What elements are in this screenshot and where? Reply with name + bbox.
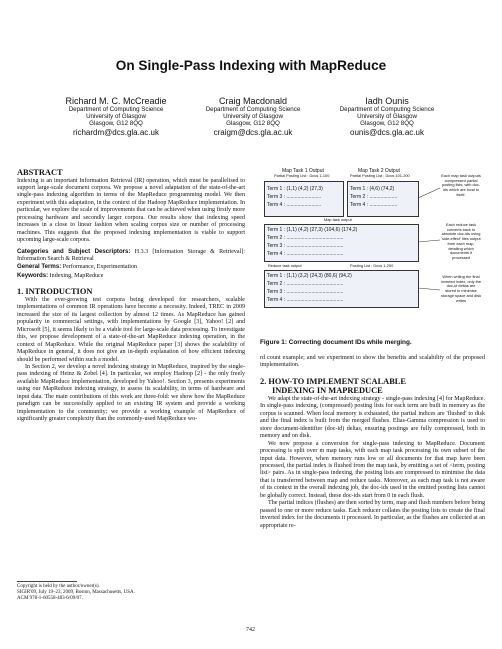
intro-paragraph: In Section 2, we develop a novel indexing strategy in MapReduce, inspired by the single-pass indexing of Heinz & Zobel [4]. In particular, we employ Hadoop [2] - the only freely available MapReduce implementation, developed by Yahoo!. Section 3, presents experiments using our MapReduce indexing strategy, to assess its scalability, in terms of hardware and input data. The main contributions of this work are three-fold: we show how the MapReduce paradigm can be successfully applied to an existing IR system and provide a working implementation to the community; we provide a working example of MapReduce of significantly greater complexity than the commonly-used MapReduce wo- xyxy=(17,363,245,423)
general-terms-line xyxy=(17,263,245,271)
keywords-text: Indexing, MapReduce xyxy=(48,272,104,279)
author-block xyxy=(317,96,457,137)
body-paragraph: We now propose a conversion for single-pass indexing to MapReduce. Document processing is split over m map tasks, with each map task processing its own subset of the input data. However, when memory runs low or all documents for that map have been processed, the partial index is flushed from the map task, by emitting a set of <term, posting list> pairs. As in single-pass indexing, the posting lists are compressed to minimise the data that is transferred between map and reduce tasks. Moreover, as each map task is not aware of its context in the overall indexing job, the doc-ids used in the emitted posting lists cannot be globally correct. Instead, these doc-ids start from 0 in each flush. xyxy=(260,440,485,499)
map-task-2-subtitle: Partial Posting List : Docs 101-200 xyxy=(350,173,410,178)
author-dept: Department of Computing Science xyxy=(339,106,435,113)
posting-line: Term 1 : (1,1) (4,2) (27,3) xyxy=(267,186,323,192)
paper-title: On Single-Pass Indexing with MapReduce xyxy=(115,58,387,73)
figure-connectors xyxy=(260,168,485,338)
posting-line: Term 4 : ......................... xyxy=(267,202,322,208)
right-column xyxy=(260,355,485,530)
left-column xyxy=(17,168,245,424)
figure-1 xyxy=(260,168,485,338)
section-2-heading: 2. HOW-TO IMPLEMENT SCALABLE xyxy=(260,376,406,386)
intro-heading: 1. INTRODUCTION xyxy=(17,287,93,297)
copyright-line: Copyright is held by the author/owner(s). xyxy=(17,584,100,589)
posting-line: Term 3 : ......................... xyxy=(267,194,322,200)
body-paragraph: The partial indices (flushes) are then sorted by term, map and flush numbers before being passed to one or more reduce tasks. Each reducer collates the posting lists to create the final inverted index for the documents it processed. In particular, as the flushes are collected at an appropriate re- xyxy=(260,500,485,529)
copyright-notice xyxy=(17,584,135,602)
map-task-1-title: Map Task 1 Output xyxy=(282,168,324,174)
footnote-rule xyxy=(17,581,77,582)
map-task-2-title: Map Task 2 Output xyxy=(358,168,400,174)
posting-line: Term 2 : ......................................... xyxy=(267,281,344,287)
author-univ: University of Glasgow xyxy=(223,113,283,121)
figure-caption: Figure 1: Correcting document IDs while merging. xyxy=(260,339,412,346)
abstract-text: Indexing is an important Information Retrieval (IR) operation, which must be parallelised to support large-scale document corpora. We propose a novel adaptation of the state-of-the-art single-pass indexing algorithm in terms of the MapReduce programming model. We then experiment with this adaptation, in the context of the Hadoop MapReduce implementation. In particular, we explore the scale of improvements that can be achieved when using firstly more processing hardware and secondly larger corpora. Our results show that indexing speed increases in a close to linear fashion when scaling corpus size or number of processing machines. This suggests that the proposed indexing implementation is viable to support upcoming large-scale corpora. xyxy=(17,177,245,244)
author-name: Craig Macdonald xyxy=(218,96,288,106)
author-email: ounis@dcs.gla.ac.uk xyxy=(350,127,424,137)
intro-paragraph: With the ever-growing test corpora being developed for researchers, scalable implementations of common IR operations have become a necessity. Indeed, TREC in 2009 increased the size of its largest collection by almost 12 times. As MapReduce has gained popularity in commercial settings, with implementations by Google [3], Yahoo! [2] and Microsoft [5], it seems likely to be a viable tool for large-scale data processing. To investigate this, we propose development of a state-of-the-art MapReduce indexing operation, in the context of MapReduce. While the original MapReduce paper [3] shows the scalability of MapReduce in general, it does not give an in-depth explanation of how efficient indexing should be performed within such a model. xyxy=(17,296,245,363)
body-paragraph: We adapt the state-of-the-art indexing strategy - single-pass indexing [4] for MapReduce. In single-pass indexing, (compressed) posting lists for each term are built in memory as the corpus is scanned. When local memory is exhausted, the partial indices are 'flushed' to disk and the final index is built from the merged flushes. Elias-Gamma compression is used to store document-identifier (doc-id) deltas, ensuring postings are fully compressed, both in memory and on disk. xyxy=(260,395,485,440)
copyright-line: ACM 978-1-60558-483-6/09/07. xyxy=(17,596,83,601)
categories-line xyxy=(17,248,245,264)
posting-line: Term 3 : ......................................... xyxy=(267,289,344,295)
author-dept: Department of Computing Science xyxy=(205,106,301,113)
author-univ: University of Glasgow xyxy=(357,113,417,121)
posting-line: Term 2 : .................... xyxy=(350,194,398,200)
posting-line: Term 1 : (1,1) (4,2) (27,3) (104,6) (174,2) xyxy=(267,227,358,233)
author-univ: University of Glasgow xyxy=(86,113,146,121)
abstract-heading: ABSTRACT xyxy=(17,168,63,177)
author-city: Glasgow, G12 8QQ xyxy=(360,120,414,128)
categories-label: Categories and Subject Descriptors: xyxy=(17,247,131,255)
posting-line: Term 4 : ......................................... xyxy=(267,251,344,257)
figure-note: Each map task outputs compressed partial posting lists, with doc-ids which are local to itself. xyxy=(441,173,481,197)
author-email: craigm@dcs.gla.ac.uk xyxy=(213,127,293,137)
posting-line: Term 2 : ......................................... xyxy=(267,235,344,241)
reduce-output-label: Reduce task output xyxy=(268,263,302,268)
figure-note: Each reduce task converts back to absolute doc-ids using 'side-effect' files output from each map, detailing which documents it processed xyxy=(441,222,481,260)
copyright-line: SIGIR'09, July 19–23, 2009, Boston, Massachusetts, USA. xyxy=(17,590,135,595)
author-name: Richard M. C. McCreadie xyxy=(65,96,167,106)
posting-line: Term 4 : .................... xyxy=(350,202,398,208)
posting-line: Term 3 : ......................................... xyxy=(267,243,344,249)
posting-line: Term 1 : (4,6) (74,2) xyxy=(350,186,395,192)
keywords-label: Keywords: xyxy=(17,271,49,279)
general-terms-text: Performance, Experimentation xyxy=(61,264,137,271)
author-dept: Department of Computing Science xyxy=(68,106,164,113)
figure-note: When writing the final inverted index, only the doc-id deltas are stored to minimise storage space and disk writes xyxy=(441,274,482,303)
author-city: Glasgow, G12 8QQ xyxy=(89,120,143,128)
general-terms-label: General Terms: xyxy=(17,263,62,271)
author-city: Glasgow, G12 8QQ xyxy=(226,120,280,128)
posting-line: Term 4 : ......................................... xyxy=(267,297,344,303)
section-2-heading-cont: INDEXING IN MAPREDUCE xyxy=(272,386,383,396)
keywords-line xyxy=(17,272,245,280)
page-number: 742 xyxy=(246,627,255,633)
map-output-label: Map task output xyxy=(324,217,352,222)
body-paragraph: rd count example; and we experiment to show the benefits and scalability of the proposed implementation. xyxy=(260,355,485,369)
author-name: Iadh Ounis xyxy=(365,96,409,106)
author-block xyxy=(183,96,323,137)
categories-text: H.3.3 [Information Storage & Retrieval]: Information Search & Retrieval xyxy=(17,248,245,263)
author-block xyxy=(46,96,186,137)
author-email: richardm@dcs.gla.ac.uk xyxy=(73,127,159,137)
posting-line: Term 1 : (1,1) (3,2) (24,3) (80,6) (94,2) xyxy=(267,273,352,279)
final-posting-label: Posting List : Docs 1-200 xyxy=(350,263,394,268)
map-task-1-subtitle: Partial Posting List : Docs 1-100 xyxy=(274,173,330,178)
